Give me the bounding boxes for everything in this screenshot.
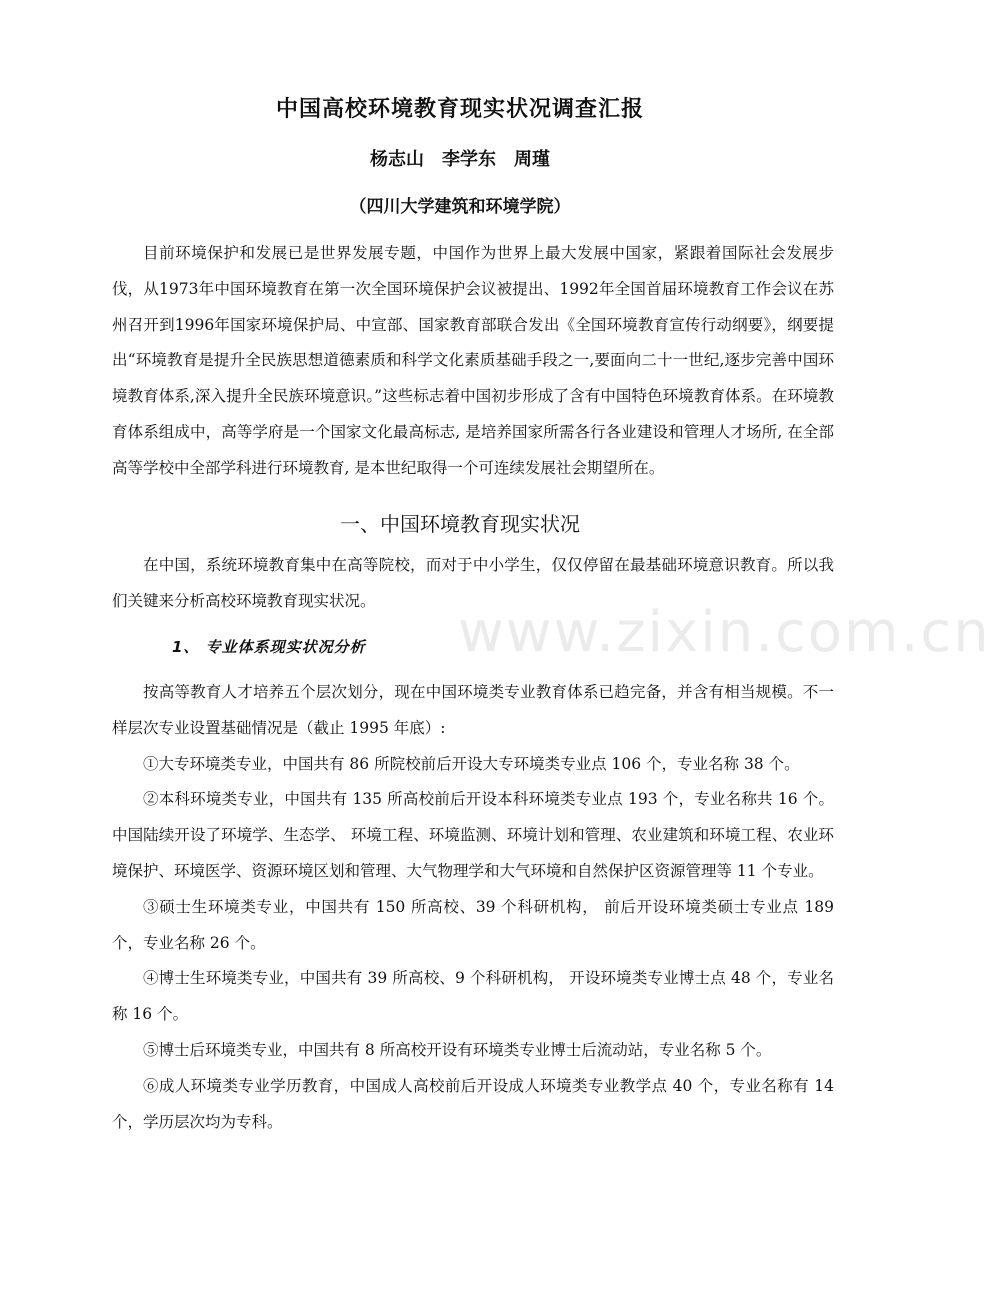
list-item: ②本科环境类专业，中国共有 135 所高校前后开设本科环境类专业点 193 个，专业名称共 16 个。中国陆续开设了环境学、生态学、 环境工程、环境监测、环境计划和管理、农业建筑和环境工程、农业环境保护、环境医学、资源环境区划和管理、大气物理学和大气环境和自然保护区资源管理等 11 个专业。 bbox=[112, 790, 834, 880]
list-item: ④博士生环境类专业，中国共有 39 所高校、9 个科研机构， 开设环境类专业博士点 48 个，专业名称 16 个。 bbox=[112, 969, 834, 1024]
subsection-body bbox=[112, 675, 834, 1140]
subsection-heading: 1、 专业体系现实状况分析 bbox=[172, 638, 366, 656]
watermark-text: www.zixin.com.cn bbox=[458, 600, 991, 665]
list-item: ⑤博士后环境类专业，中国共有 8 所高校开设有环境类专业博士后流动站，专业名称 5 个。 bbox=[143, 1040, 772, 1059]
paragraph: 按高等教育人才培养五个层次划分，现在中国环境类专业教育体系已趋完备，并含有相当规模。不一样层次专业设置基础情况是（截止 1995 年底）: bbox=[112, 683, 834, 737]
document-title: 中国高校环境教育现实状况调查汇报 bbox=[275, 97, 644, 122]
list-item: ①大专环境类专业，中国共有 86 所院校前后开设大专环境类专业点 106 个，专业名称 38 个。 bbox=[143, 754, 800, 773]
section-heading: 一、中国环境教育现实状况 bbox=[340, 512, 580, 536]
author-list: 杨志山 李学东 周瑾 bbox=[370, 149, 550, 170]
intro-section bbox=[112, 236, 834, 487]
section-paragraph: 在中国，系统环境教育集中在高等院校，而对于中小学生，仅仅停留在最基础环境意识教育。所以我们关键来分析高校环境教育现实状况。 bbox=[112, 556, 834, 610]
affiliation: （四川大学建筑和环境学院） bbox=[349, 197, 571, 217]
list-item: ③硕士生环境类专业，中国共有 150 所高校、39 个科研机构， 前后开设环境类硕士专业点 189 个，专业名称 26 个。 bbox=[112, 897, 834, 952]
list-item: ⑥成人环境类专业学历教育，中国成人高校前后开设成人环境类专业教学点 40 个，专业名称有 14 个，学历层次均为专科。 bbox=[112, 1076, 834, 1131]
intro-paragraph: 目前环境保护和发展已是世界发展专题，中国作为世界上最大发展中国家，紧跟着国际社会发展步伐，从1973年中国环境教育在第一次全国环境保护会议被提出、1992年全国首届环境教育工作会议在苏州召开到1996年国家环境保护局、中宣部、国家教育部联合发出《全国环境教育宣传行动纲要》，纲要提出“环境教育是提升全民族思想道德素质和科学文化素质基础手段之一,要面向二十一世纪,逐步完善中国环境教育体系,深入提升全民族环境意识。”这些标志着中国初步形成了含有中国特色环境教育体系。在环境教育体系组成中，高等学府是一个国家文化最高标志, 是培养国家所需各行各业建设和管理人才场所, 在全部高等学校中全部学科进行环境教育, 是本世纪取得一个可连续发展社会期望所在。 bbox=[112, 244, 834, 477]
